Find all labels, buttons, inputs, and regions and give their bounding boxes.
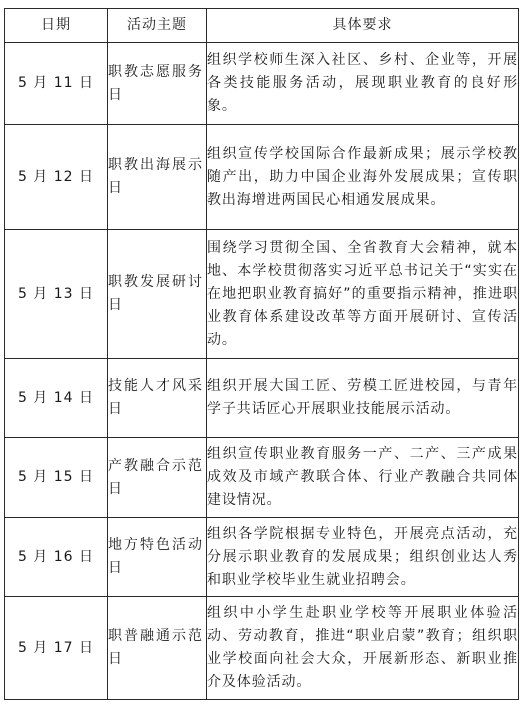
row-theme: 产教融合示范日: [108, 438, 207, 518]
header-date: 日期: [5, 9, 108, 43]
table-row: [5, 359, 519, 438]
row-requirement: 组织宣传职业教育服务一产、二产、三产成果成效及市域产教联合体、行业产教融合共同体建设情况。: [207, 438, 519, 518]
row-theme: 职教出海展示日: [108, 125, 207, 230]
table-row: [5, 230, 519, 359]
row-date: 5 月 14 日: [5, 359, 108, 438]
row-date: 5 月 12 日: [5, 125, 108, 230]
table-row: [5, 125, 519, 230]
row-requirement: 围绕学习贯彻全国、全省教育大会精神，就本地、本学校贯彻落实习近平总书记关于“实实在在地把职业教育搞好”的重要指示精神，推进职业教育体系建设改革等方面开展研讨、宣传活动。: [207, 230, 519, 359]
activity-schedule-table: [4, 8, 519, 700]
row-date: 5 月 15 日: [5, 438, 108, 518]
row-theme: 地方特色活动日: [108, 518, 207, 597]
row-requirement: 组织学校师生深入社区、乡村、企业等，开展各类技能服务活动，展现职业教育的良好形象。: [207, 43, 519, 125]
row-date: 5 月 13 日: [5, 230, 108, 359]
table-row: [5, 597, 519, 700]
table-row: [5, 518, 519, 597]
row-theme: 技能人才风采日: [108, 359, 207, 438]
row-date: 5 月 11 日: [5, 43, 108, 125]
row-requirement: 组织宣传学校国际合作最新成果；展示学校教随产出，助力中国企业海外发展成果；宣传职教出海增进两国民心相通发展成果。: [207, 125, 519, 230]
table-header-row: [5, 9, 519, 43]
row-theme: 职普融通示范日: [108, 597, 207, 700]
table-row: [5, 43, 519, 125]
row-theme: 职教志愿服务日: [108, 43, 207, 125]
row-date: 5 月 16 日: [5, 518, 108, 597]
table-row: [5, 438, 519, 518]
row-requirement: 组织中小学生赴职业学校等开展职业体验活动、劳动教育，推进“职业启蒙”教育；组织职业学校面向社会大众，开展新形态、新职业推介及体验活动。: [207, 597, 519, 700]
header-requirement: 具体要求: [207, 9, 519, 43]
row-requirement: 组织开展大国工匠、劳模工匠进校园，与青年学子共话匠心开展职业技能展示活动。: [207, 359, 519, 438]
header-theme: 活动主题: [108, 9, 207, 43]
row-theme: 职教发展研讨日: [108, 230, 207, 359]
row-requirement: 组织各学院根据专业特色，开展亮点活动，充分展示职业教育的发展成果；组织创业达人秀和职业学校毕业生就业招聘会。: [207, 518, 519, 597]
row-date: 5 月 17 日: [5, 597, 108, 700]
